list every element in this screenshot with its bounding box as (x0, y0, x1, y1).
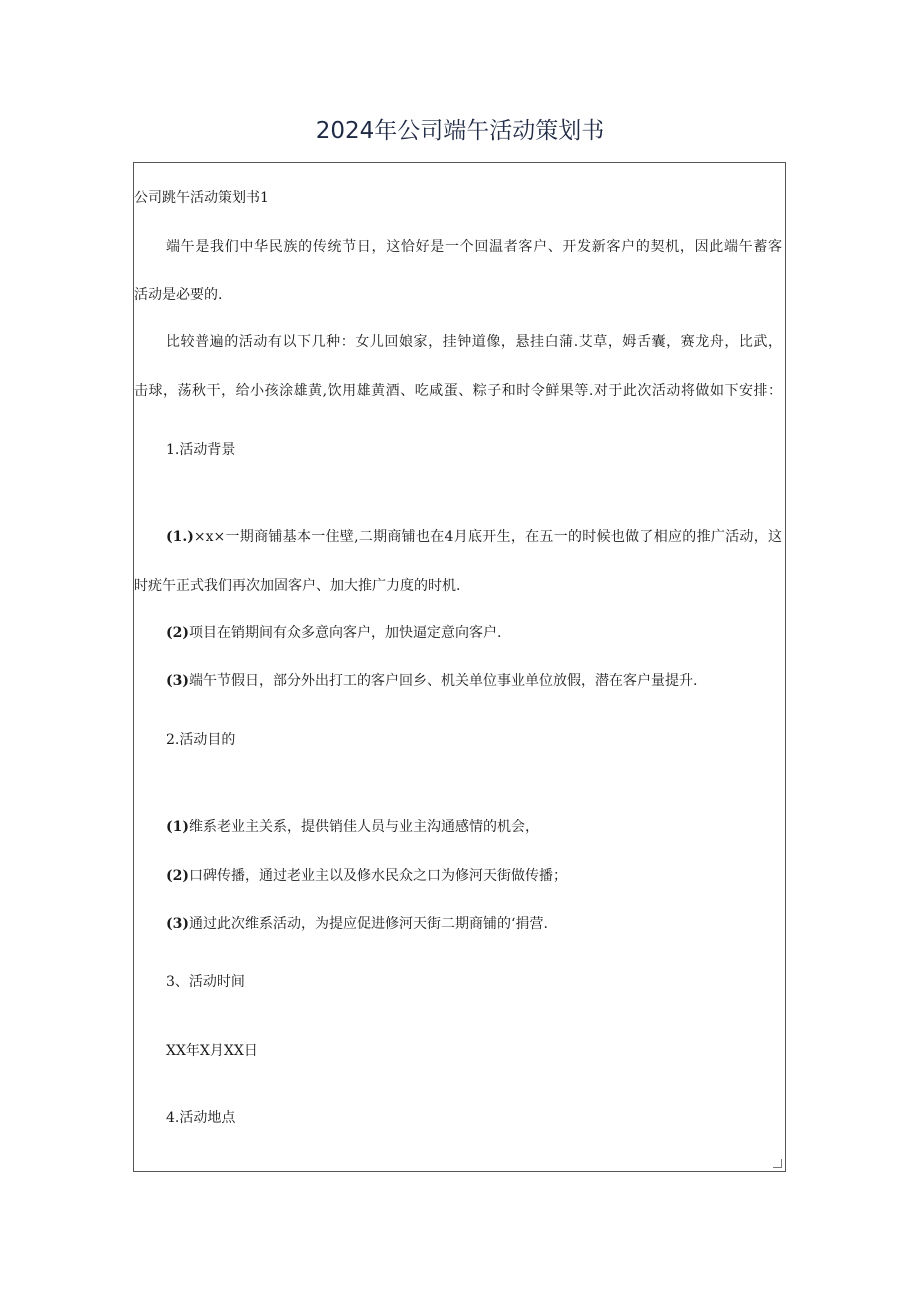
background-item-1-line-1: (1.)×x×一期商铺基本一住壁,二期商铺也在4月底开生，在五一的时候也做了相应的推广活动，这 (166, 529, 782, 545)
background-item-3: (3)端午节假日，部分外出打工的客户回乡、机关单位事业单位放假，潜在客户量提升. (166, 673, 698, 689)
section-2-title: 2.活动目的 (166, 732, 236, 748)
background-item-1-line-2: 时疣午正式我们再次加固客户、加大推广力度的时机. (134, 578, 461, 594)
goal-item-2: (2)口碑传播，通过老业主以及修水民众之口为修河天街做传播； (166, 868, 567, 884)
background-item-2: (2)项目在销期间有众多意向客户，加快逼定意向客户. (166, 625, 502, 641)
activity-date: XX年X月XX日 (166, 1043, 258, 1059)
content-frame (133, 162, 786, 1172)
section-1-title: 1.活动背景 (166, 442, 236, 458)
goal-item-1: (1)维系老业主关系，提供销佳人员与业主沟通感情的机会， (166, 819, 539, 835)
section-heading: 公司跳午活动策划书1 (134, 190, 269, 206)
document-title: 2024年公司端午活动策划书 (315, 118, 605, 144)
section-4-title: 4.活动地点 (166, 1110, 236, 1126)
activities-paragraph-line-2: 击球，荡秋干，给小孩涂雄黄,饮用雄黄酒、吃咸蛋、粽子和时令鲜果等.对于此次活动将做如下安排： (134, 383, 782, 399)
section-3-title: 3、活动时间 (166, 974, 245, 990)
goal-item-3: (3)通过此次维系活动，为提应促进修河天街二期商铺的‘捐营. (166, 916, 548, 932)
activities-paragraph-line-1: 比较普遍的活动有以下几种：女儿回娘家，挂钟道像，悬挂白蒲.艾草，姆舌囊，赛龙舟，比武， (166, 334, 782, 350)
intro-paragraph-line-1: 端午是我们中华民族的传统节日，这恰好是一个回温者客户、开发新客户的契机，因此端午蓄客 (166, 239, 782, 255)
intro-paragraph-line-2: 活动是必要的. (134, 287, 223, 303)
